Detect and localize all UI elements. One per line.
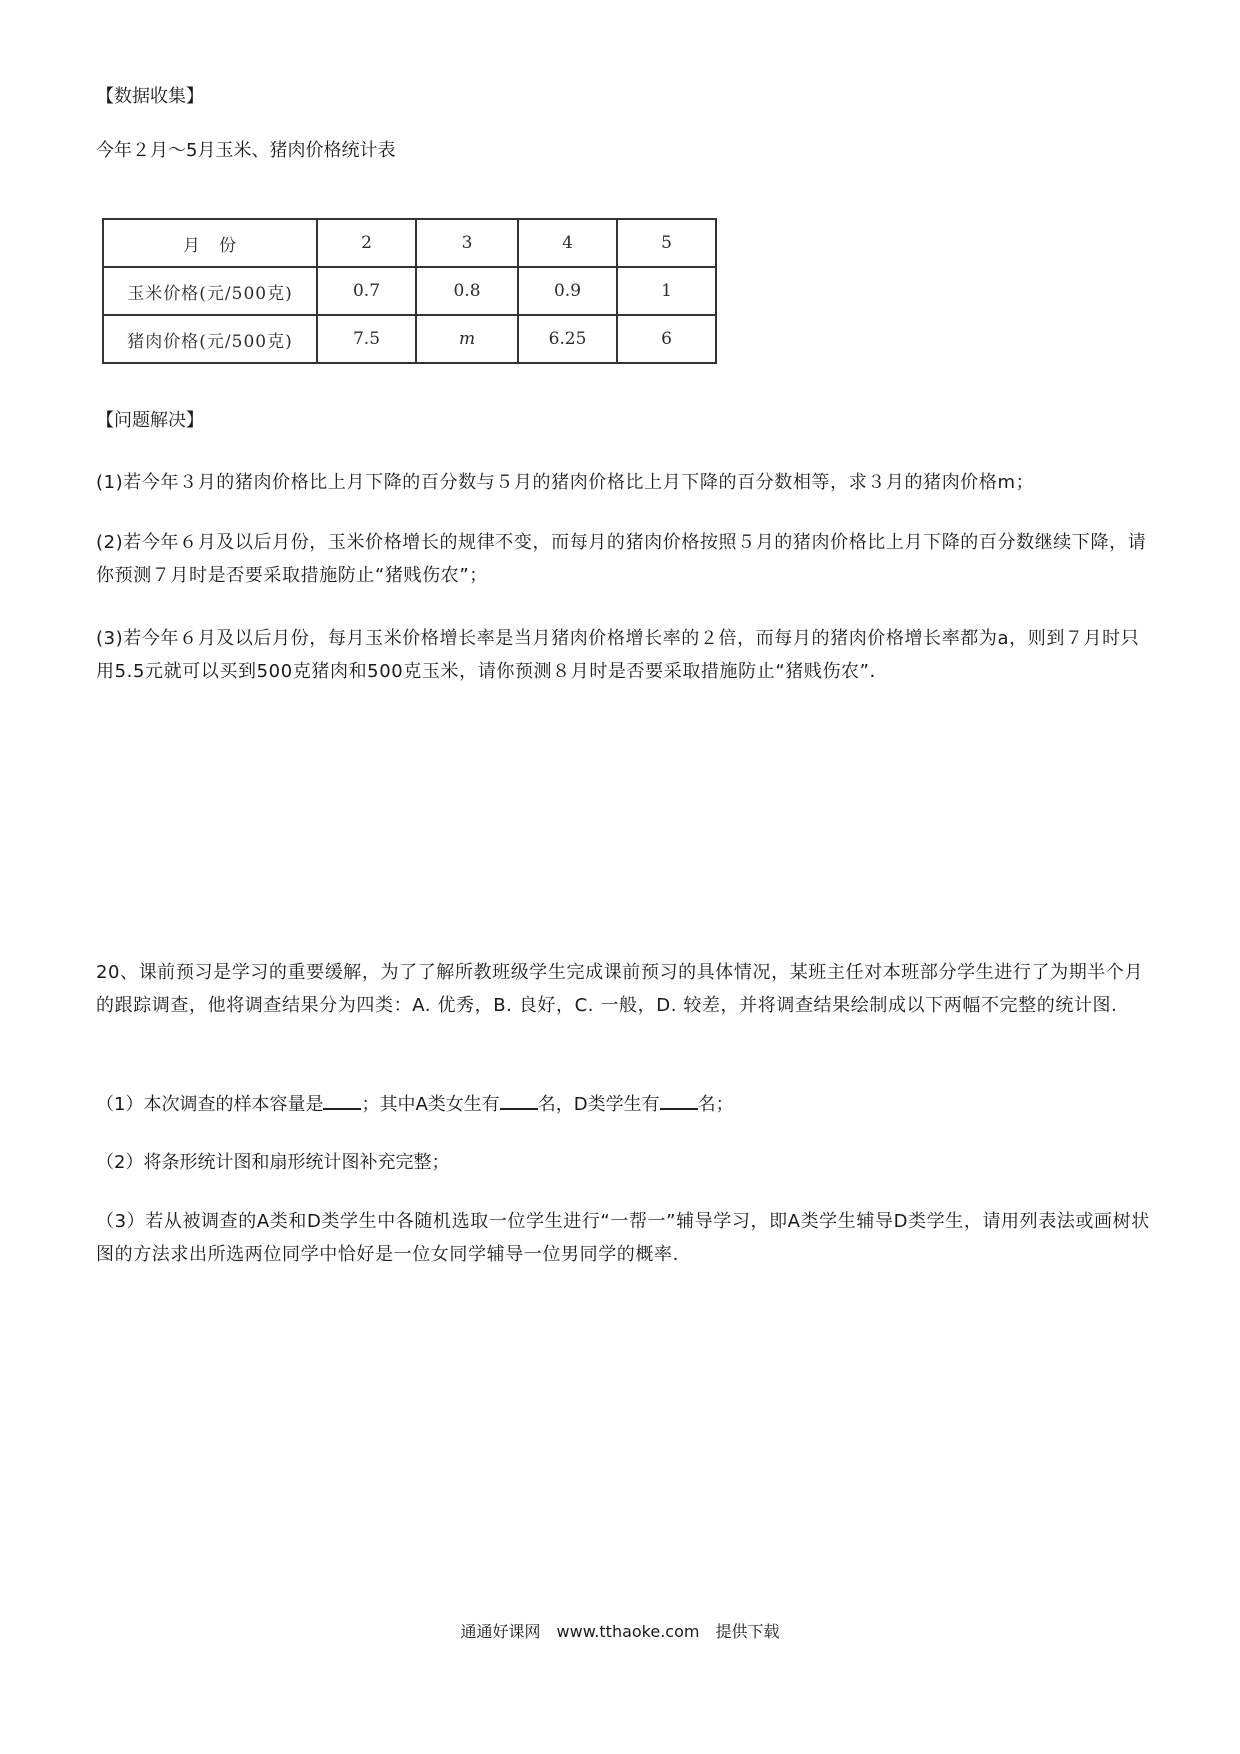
table-caption: 今年２月～5月玉米、猪肉价格统计表: [96, 140, 396, 161]
table-cell: 1: [617, 267, 716, 315]
table-header-row: [103, 219, 716, 267]
table-header-month: 4: [518, 219, 617, 267]
section-heading-problem-solving: 【问题解决】: [96, 410, 204, 431]
table-header-month: 3: [416, 219, 518, 267]
question-19-part-3: (3)若今年６月及以后月份，每月玉米价格增长率是当月猪肉价格增长率的２倍，而每月的猪肉价格增长率都为a，则到７月时只用5.5元就可以买到500克猪肉和500克玉米，请你预测８月时是否要采取措施防止“猪贱伤农”．: [96, 628, 1140, 682]
page-footer: 通通好课网 www.tthaoke.com 提供下载: [460, 1622, 780, 1641]
question-20-part-1: [96, 1088, 734, 1120]
table-header-month: 5: [617, 219, 716, 267]
answer-blank-a-girls[interactable]: [500, 1088, 538, 1110]
question-19-part-1: (1)若今年３月的猪肉价格比上月下降的百分数与５月的猪肉价格比上月下降的百分数相等，求３月的猪肉价格m；: [96, 472, 1035, 493]
row-label-pork: 猪肉价格(元/500克): [103, 315, 317, 363]
table-cell: 7.5: [317, 315, 416, 363]
question-20-part-2: （2）将条形统计图和扇形统计图补充完整；: [96, 1152, 450, 1173]
q20-p1-text: ；其中A类女生有: [361, 1094, 500, 1115]
table-cell: 0.7: [317, 267, 416, 315]
table-header-month: 2: [317, 219, 416, 267]
table-row-pork: [103, 315, 716, 363]
table-cell: 0.8: [416, 267, 518, 315]
q20-p1-text: （1）本次调查的样本容量是: [96, 1094, 324, 1115]
row-label-corn: 玉米价格(元/500克): [103, 267, 317, 315]
table-cell-unknown-m: m: [416, 315, 518, 363]
answer-blank-sample-size[interactable]: [323, 1088, 361, 1110]
question-20-intro: 20、课前预习是学习的重要缓解，为了了解所教班级学生完成课前预习的具体情况，某班主任对本班部分学生进行了为期半个月的跟踪调查，他将调查结果分为四类：A. 优秀，B. 良好，C. 一般，D. 较差，并将调查结果绘制成以下两幅不完整的统计图.: [96, 962, 1144, 1016]
table-cell: 6: [617, 315, 716, 363]
table-cell: 0.9: [518, 267, 617, 315]
section-heading-data-collection: 【数据收集】: [96, 86, 204, 107]
q20-p1-text: 名；: [697, 1094, 734, 1115]
q20-p1-text: 名，D类学生有: [537, 1094, 660, 1115]
question-20-part-3: （3）若从被调查的A类和D类学生中各随机选取一位学生进行“一帮一”辅导学习，即A类学生辅导D类学生，请用列表法或画树状图的方法求出所选两位同学中恰好是一位女同学辅导一位男同学的概率.: [96, 1211, 1150, 1265]
question-19-part-2: (2)若今年６月及以后月份，玉米价格增长的规律不变，而每月的猪肉价格按照５月的猪肉价格比上月下降的百分数继续下降，请你预测７月时是否要采取措施防止“猪贱伤农”；: [96, 532, 1147, 586]
table-row-corn: [103, 267, 716, 315]
price-table: [102, 218, 717, 364]
answer-blank-d-students[interactable]: [660, 1088, 698, 1110]
table-cell: 6.25: [518, 315, 617, 363]
table-header-label: 月 份: [103, 219, 317, 267]
